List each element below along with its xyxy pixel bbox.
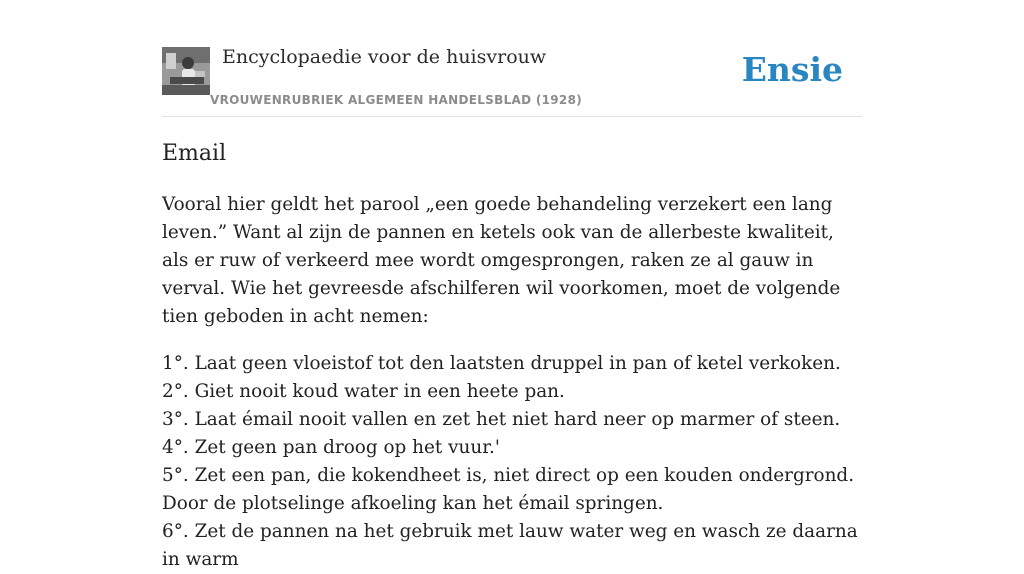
rule-item: 1°. Laat geen vloeistof tot den laatsten druppel in pan of ketel verkoken.: [162, 353, 841, 374]
rule-item: 4°. Zet geen pan droog op het vuur.': [162, 437, 500, 458]
rules-list: [162, 350, 862, 574]
rule-item: 3°. Laat émail nooit vallen en zet het niet hard neer op marmer of steen.: [162, 409, 841, 430]
rule-item: 2°. Giet nooit koud water in een heete pan.: [162, 381, 565, 402]
article: [162, 138, 862, 574]
author-avatar[interactable]: [162, 47, 210, 95]
rule-item: 5°. Zet een pan, die kokendheet is, niet direct op een kouden ondergrond. Door de plotselinge afkoeling kan het émail springen.: [162, 465, 855, 514]
rule-item: 6°. Zet de pannen na het gebruik met lauw water weg en wasch ze daarna in warm: [162, 521, 858, 570]
site-subtitle: VROUWENRUBRIEK ALGEMEEN HANDELSBLAD (1928): [210, 93, 583, 107]
ensie-logo[interactable]: Ensie: [741, 50, 843, 89]
article-title: Email: [162, 141, 227, 166]
site-title[interactable]: Encyclopaedie voor de huisvrouw: [222, 46, 547, 68]
article-intro: Vooral hier geldt het parool „een goede behandeling verzekert een lang leven.” Want al zijn de pannen en ketels ook van de allerbeste kwaliteit, als er ruw of verkeerd mee wordt omgesprongen, raken ze al gauw in verval. Wie het gevreesde afschilferen wil voorkomen, moet de volgende tien geboden in acht nemen:: [162, 194, 841, 327]
author-photo: [162, 47, 210, 95]
site-header: [162, 46, 862, 117]
